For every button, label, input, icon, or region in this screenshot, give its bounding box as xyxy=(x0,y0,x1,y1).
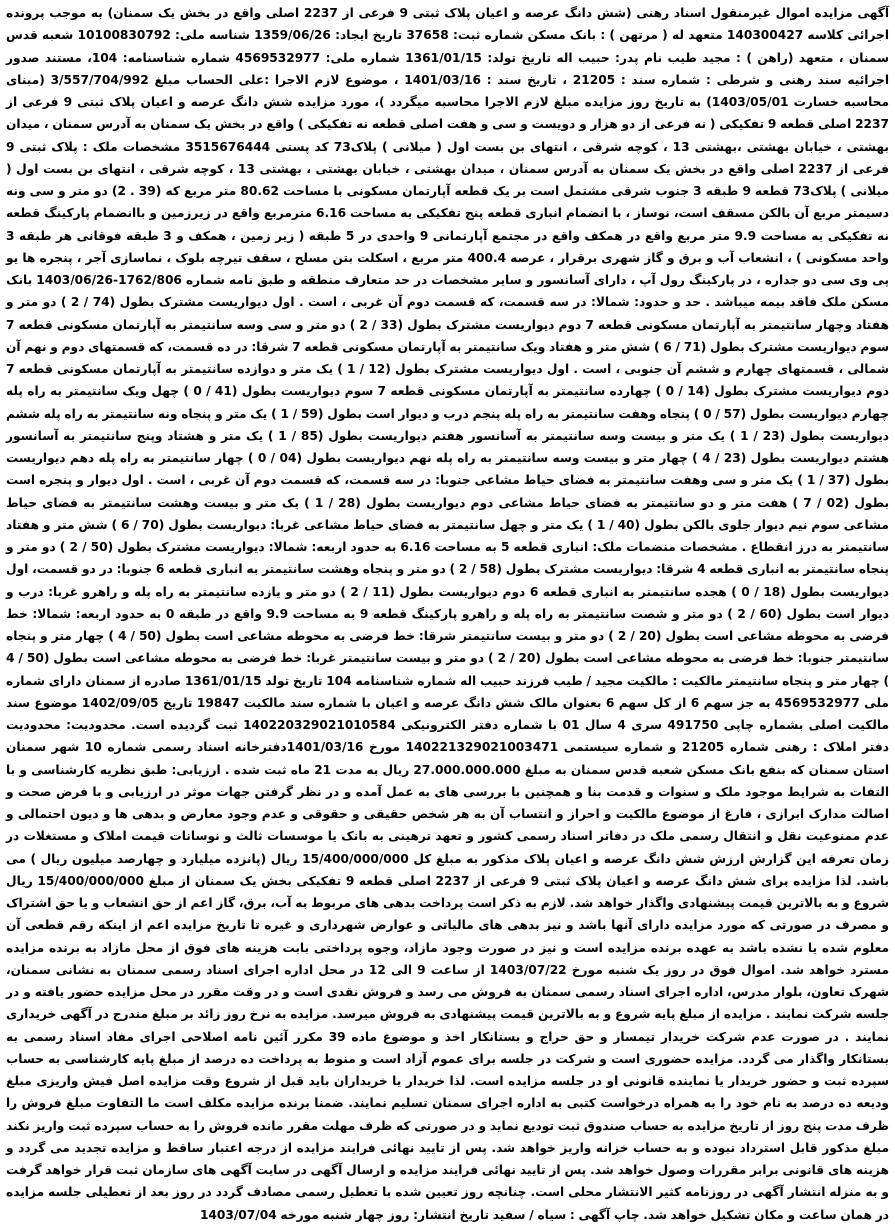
auction-notice-body: آگهی مزایده اموال غیرمنقول اسناد رهنی (شش دانگ عرصه و اعیان پلاک ثبتی 9 فرعی از 2237 اصلی واقع در بخش یک سمنان) به موجب پرونده اجرائی کلاسه 140300427 متعهد له ( مرتهن ) : بانک مسکن شماره ثبت: 37658 تاریخ ایجاد: 1359/06/26 شناسه ملی: 10100830792 شعبه قدس سمنان ، متعهد (راهن ) : مجید طیب نام پدر: حبیب اله تاریخ تولد: 1361/01/15 شماره ملی: 4569532977 شماره شناسنامه: 104، مستند صدور اجرائیه سند رهنی و شرطی : شماره سند : 21205 ، تاریخ سند : 1401/03/16 ، موضوع لازم الاجرا :علی الحساب مبلغ 3/557/704/992 (مبنای محاسبه خسارت 1403/05/01) به تاریخ روز مزایده مبلغ لازم الاجرا محاسبه میگردد )، مورد مزایده شش دانگ عرصه و اعیان پلاک ثبتی 9 فرعی از 2237 اصلی قطعه 9 تفکیکی ( نه فرعی از دو هزار و دویست و سی و هفت اصلی قطعه نه تفکیکی ) واقع در بخش یک سمنان به آدرس سمنان ، میدان بهشتی ، خیابان بهشتی ،بهشتی 13 ، کوچه شرقی ، انتهای بن بست اول ( میلانی ) پلاک73 کد پستی 3515676444 مشخصات ملک : پلاک ثبتی 9 فرعی از 2237 اصلی واقع در بخش یک سمنان به آدرس سمنان ، میدان بهشتی ، خیابان بهشتی ، بهشتی 13 ، کوچه شرقی ، انتهای بن بست اول ( میلانی ) پلاک73 قطعه 9 طبقه 3 جنوب شرقی مشتمل است بر یک قطعه آپارتمان مسکونی با مساحت 80.62 متر مربع که (39 . 2) دو متر و سی ونه دسیمتر مربع آن بالکن مسقف است، نوساز ، با انضمام انباری قطعه پنج تفکیکی به مساحت 6.16 مترمربع واقع در زیرزمین و باانضمام پارکینگ قطعه نه تفکیکی به مساحت 9.9 متر مربع واقع در همکف واقع در مجتمع آپارتمانی 9 واحدی در 5 طبقه ( زیر زمین ، همکف و 3 طبقه فوقانی هر طبقه 3 واحد مسکونی ) ، انشعاب آب و برق و گاز شهری برقرار ، عرصه 400.4 متر مربع ، اسکلت بتن مسلح ، سقف تیرچه بلوک ، نماسازی آجر ، پنجره ها یو پی وی سی دو جداره ، در پارکینگ رول آپ ، دارای آسانسور و سایر مشخصات در حد متعارف منطقه و طبق نامه شماره 1762/806-1403/06/26 بانک مسکن ملک فاقد بیمه میباشد . حد و حدود: شمالا: در سه قسمت، که قسمت دوم آن غربی ، است . اول دیواریست مشترک بطول (74 / 2 ) دو متر و هفتاد وچهار سانتیمتر به آپارتمان مسکونی قطعه 7 دوم دیواریست مشترک بطول (33 / 2 ) دو متر و سی وسه سانتیمتر به آپارتمان مسکونی قطعه 7 سوم دیواریست مشترک بطول (71 / 6 ) شش متر و هفتاد ویک سانتیمتر به آپارتمان مسکونی قطعه 7 شرقا: در ده قسمت، که قسمتهای دوم و نهم آن شمالی ، قسمتهای چهارم و ششم آن جنوبی ، است . اول دیواریست مشترک بطول (12 / 1 ) یک متر و دوازده سانتیمتر به آپارتمان مسکونی قطعه 7 دوم دیواریست مشترک بطول (14 / 0 ) چهارده سانتیمتر به آپارتمان مسکونی قطعه 7 سوم دیواریست بطول (41 / 0 ) چهل ویک سانتیمتر به راه پله چهارم دیواریست بطول (57 / 0 ) پنجاه وهفت سانتیمتر به راه پله پنجم درب و دیوار است بطول (59 / 1 ) یک متر و پنجاه ونه سانتیمتر به راه پله ششم دیواریست بطول (23 / 1 ) یک متر و بیست وسه سانتیمتر به آسانسور هفتم دیواریست بطول (85 / 1 ) یک متر و هشتاد وپنج سانتیمتر به آسانسور هشتم دیواریست بطول (23 / 4 ) چهار متر و بیست وسه سانتیمتر به راه پله نهم دیواریست بطول (04 / 0 ) چهار سانتیمتر به راه پله دهم دیواریست بطول (37 / 1 ) یک متر و سی وهفت سانتیمتر به فضای حیاط مشاعی جنوبا: در سه قسمت، که قسمت دوم آن غربی ، است . اول دیوار و پنجره است بطول (02 / 7 ) هفت متر و دو سانتیمتر به فضای حیاط مشاعی دوم دیواریست بطول (28 / 1 ) یک متر و بیست وهشت سانتیمتر به فضای حیاط مشاعی سوم نیم دیوار جلوی بالکن بطول (40 / 1 ) یک متر و چهل سانتیمتر به فضای حیاط مشاعی غربا: دیواریست بطول (70 / 6 ) شش متر و هفتاد سانتیمتر به درز انقطاع . مشخصات منضمات ملک: انباری قطعه 5 به مساحت 6.16 به حدود اربعه: شمالا: دیواریست مشترک بطول (50 / 2 ) دو متر و پنجاه سانتیمتر به انباری قطعه 4 شرقا: دیواریست مشترک بطول (58 / 2 ) دو متر و پنجاه وهشت سانتیمتر به انباری قطعه 6 جنوبا: در دو قسمت، اول دیواریست بطول (18 / 0 ) هجده سانتیمتر به انباری قطعه 6 دوم دیواریست بطول (11 / 2 ) دو متر و یازده سانتیمتر به راه پله و راهرو غربا: درب و دیوار است بطول (60 / 2 ) دو متر و شصت سانتیمتر به راه پله و راهرو پارکینگ قطعه 9 به مساحت 9.9 واقع در طبقه 0 به حدود اربعه: شمالا: خط فرضی به محوطه مشاعی است بطول (20 / 2 ) دو متر و بیست سانتیمتر شرقا: خط فرضی به محوطه مشاعی است بطول (50 / 4 ) چهار متر و پنجاه سانتیمتر جنوبا: خط فرضی به محوطه مشاعی است بطول (20 / 2 ) دو متر و بیست سانتیمتر غربا: خط فرضی به محوطه مشاعی است بطول (50 / 4 ) چهار متر و پنجاه سانتیمتر مالکیت : مالکیت مجید / طیب فرزند حبیب اله شماره شناسنامه 104 تاریخ تولد 1361/01/15 صادره از سمنان دارای شماره ملی 4569532977 به جز سهم 6 از کل سهم 6 بعنوان مالک شش دانگ عرصه و اعیان با شماره سند مالکیت 19847 تاریخ 1402/09/05 موضوع سند مالکیت اصلی بشماره چاپی 491750 سری 4 سال 01 با شماره دفتر الکترونیکی 140220329021010584 ثبت گردیده است. محدودیت: محدودیت دفتر املاک : رهنی شماره 21205 و شماره سیستمی 140221329021003471 مورخ 1401/03/16دفترخانه اسناد رسمی شماره 10 شهر سمنان استان سمنان که بنفع بانک مسکن شعبه قدس سمنان به مبلغ 27.000.000.000 ریال به مدت 21 ماه ثبت شده . ارزیابی: طبق نظریه کارشناسی و با التفات به شرایط موجود ملک و سنوات و قدمت بنا و همچنین با بررسی های به عمل آمده و در نظر گرفتن جهات موثر در ارزیابی و با فرض صحت و اصالت مدارک ابرازی ، فارغ از موضوع مالکیت و احراز و انتساب آن به هر شخص حقیقی و حقوقی و عدم وجود معارض و بدهی ها و دیون احتمالی و عدم ممنوعیت نقل و انتقال رسمی ملک در دفاتر اسناد رسمی کشور و تعهد ترهینی به بانک یا موسسات ثالث و نوسانات قیمت املاک و مستغلات در زمان تعرفه این گزارش ارزش شش دانگ عرصه و اعیان پلاک مذکور به مبلغ کل 15/400/000/000 ریال (پانزده میلیارد و چهارصد میلیون ریال ) می باشد. لذا مزایده برای شش دانگ عرصه و اعیان پلاک ثبتی 9 فرعی از 2237 اصلی قطعه 9 تفکیکی بخش یک سمنان از مبلغ 15/400/000/000 ریال شروع و به بالاترین قیمت پیشنهادی واگذار خواهد شد. لازم به ذکر است پرداخت بدهی های مربوط به آب، برق، گاز اعم از حق انشعاب و یا حق اشتراک و مصرف در صورتی که مورد مزایده دارای آنها باشد و نیز بدهی های مالیاتی و عوارض شهرداری و غیره تا تاریخ مزایده اعم از اینکه رقم قطعی آن معلوم شده یا نشده باشد به عهده برنده مزایده است و نیز در صورت وجود مازاد، وجوه پرداختی بابت هزینه های فوق از محل مازاد به برنده مزایده مسترد خواهد شد. اموال فوق در روز یک شنبه مورخ 1403/07/22 از ساعت 9 الی 12 در محل اداره اجرای اسناد رسمی سمنان به نشانی سمنان، شهرک تعاون، بلوار مدرس، اداره اجرای اسناد رسمی سمنان به فروش می رسد و فروش نقدی است و در وقت مقرر در محل مزایده حضور یافته و در جلسه شرکت نمایند . مزایده از مبلغ پایه شروع و به بالاترین قیمت پیشنهادی به فروش میرسد. مزایده به نرخ روز زائد بر مبلغ مندرج در آگهی خریداری نمایند . در صورت عدم شرکت خریدار تیمسار و حق حراج و بستانکار اخذ و موضوع ماده 39 مکرر آئین نامه اصلاحی اجرای مفاد اسناد رسمی به بستانکار واگذار می گردد. مزایده حضوری است و شرکت در جلسه برای عموم آزاد است و منوط به پرداخت ده درصد از مبلغ پایه کارشناسی به حساب سپرده ثبت و حضور خریدار یا نماینده قانونی او در جلسه مزایده است. لذا خریدار یا خریداران باید قبل از شروع وقت مزایده اصل فیش واریزی مبلغ ودیعه ده درصد به نام خود را به همراه درخواست کتبی به اداره اجرای سمنان تسلیم نمایند. ضمنا برنده مزایده مکلف است ما التفاوت مبلغ فروش را ظرف مدت پنج روز از تاریخ مزایده به حساب صندوق ثبت تودیع نماید و در صورتی که ظرف مهلت مقرر مانده فروش را به حساب سپرده ثبت واریز نکند مبلغ مذکور قابل استرداد نبوده و به حساب خزانه واریز خواهد شد. پس از تایید نهائی فرایند مزایده از درجه اعتبار ساقط و مزایده تجدید می گردد و هزینه های قانونی برابر مقررات وصول خواهد شد. پس از تایید نهائی فرایند مزایده و ارسال آگهی در سایت آگهی های سازمان ثبت قرار خواهد گرفت و به منزله انتشار آگهی در روزنامه کثیر الانتشار محلی است. چنانچه روز تعیین شده با تعطیل رسمی مصادف گردد در روز بعد از تعطیلی جلسه مزایده در همان ساعت و مکان تشکیل خواهد شد. چاپ آگهی : سیاه / سفید تاریخ انتشار: روز چهار شنبه مورخه 1403/07/04 xyxy=(6,6,890,1222)
